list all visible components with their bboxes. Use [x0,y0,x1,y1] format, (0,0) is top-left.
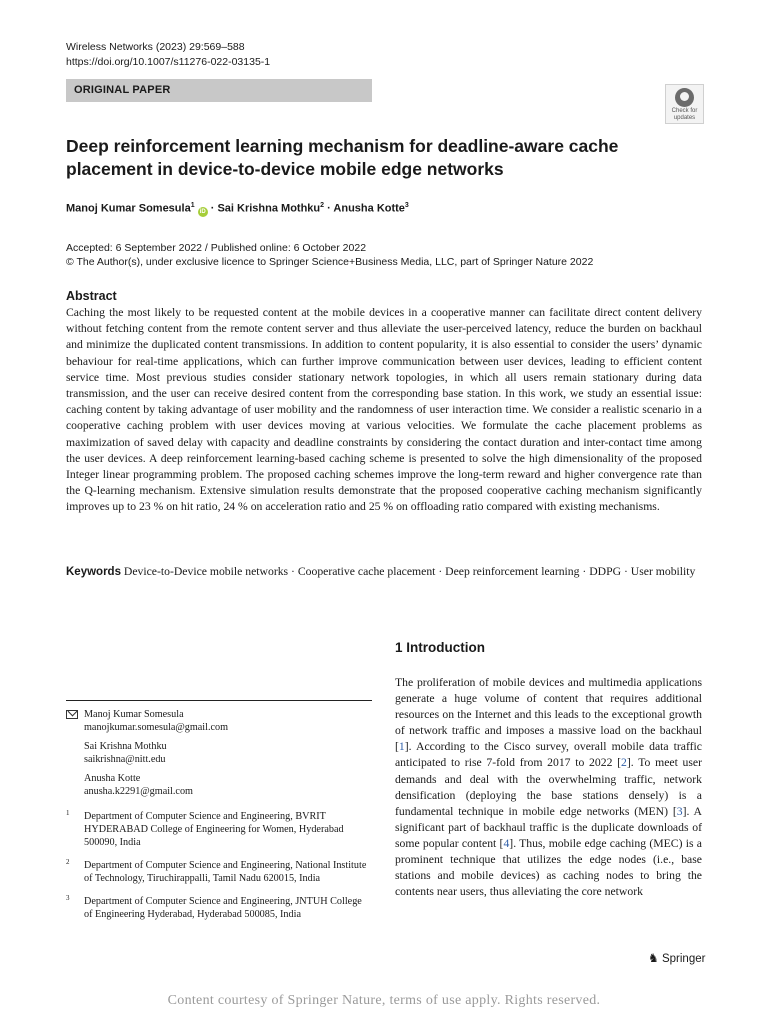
publisher-name: Springer [661,953,706,965]
author-affil-mark: 3 [404,202,409,209]
contact-email[interactable]: anusha.k2291@gmail.com [84,786,193,797]
affiliation-entry [66,859,372,885]
corresponding-contacts [66,708,372,804]
footnote-divider [66,700,372,701]
paper-type-label: ORIGINAL PAPER [74,84,171,96]
keywords-heading: Keywords [66,566,121,578]
author-separator: · [324,202,334,215]
orcid-icon[interactable]: iD [199,208,206,215]
citation-link[interactable]: 4 [503,836,510,850]
affiliation-text: Department of Computer Science and Engineering, JNTUH College of Engineering Hyderabad, Hyderabad 500085, India [84,896,362,920]
citation-link[interactable]: 2 [621,756,627,770]
affiliation-entry [66,895,372,921]
contact-name: Anusha Kotte [84,773,141,784]
author-affil-mark: 2 [320,202,325,209]
affiliation-text: Department of Computer Science and Engineering, National Institute of Technology, Tiruchirappalli, Tamil Nadu 620015, India [84,860,367,884]
contact-email[interactable]: manojkumar.somesula@gmail.com [84,722,229,733]
affiliation-number: 3 [66,894,70,902]
citation-link[interactable]: 1 [398,740,405,754]
springer-horse-icon: ♞ [648,951,659,965]
section-heading-introduction: 1 Introduction [395,640,485,655]
contact-entry [66,708,372,734]
publication-dates [66,241,593,269]
affiliation-text: Department of Computer Science and Engineering, BVRIT HYDERABAD College of Engineering for Women, Hyderabad 500090, India [84,811,344,848]
contact-name: Sai Krishna Mothku [84,741,167,752]
publisher-logo [648,951,705,965]
check-for-updates-button[interactable] [665,84,704,124]
author-list [66,202,409,217]
journal-citation: Wireless Networks (2023) 29:569–588 [66,41,245,53]
citation-link[interactable]: 3 [676,804,683,818]
author-name[interactable]: Manoj Kumar Somesula [66,202,191,215]
doi-link[interactable]: https://doi.org/10.1007/s11276-022-03135-1 [66,56,271,68]
affiliation-number: 1 [66,809,70,817]
keywords-text: Device-to-Device mobile networks · Cooperative cache placement · Deep reinforcement learning · DDPG · User mobility [123,565,696,578]
affiliation-entry [66,810,372,849]
contact-email[interactable]: saikrishna@nitt.edu [84,754,166,765]
author-name[interactable]: Anusha Kotte [333,202,405,215]
contact-entry [66,772,372,798]
abstract-heading: Abstract [66,289,117,303]
paper-title: Deep reinforcement learning mechanism for deadline-aware cache placement in device-to-device mobile edge networks [66,136,619,179]
author-name[interactable]: Sai Krishna Mothku [217,202,321,215]
crossmark-caption: Check for updates [671,108,698,121]
journal-info [66,40,270,70]
contact-name: Manoj Kumar Somesula [84,709,184,720]
copyright-notice: © The Author(s), under exclusive licence to Springer Science+Business Media, LLC, part of Springer Nature 2022 [66,256,594,268]
contact-entry [66,740,372,766]
crossmark-icon [675,88,694,107]
author-affil-mark: 1 [190,202,195,209]
accepted-published-dates: Accepted: 6 September 2022 / Published online: 6 October 2022 [66,242,367,254]
envelope-icon [66,710,78,719]
keywords [66,564,702,580]
footer-notice: Content courtesy of Springer Nature, terms of use apply. Rights reserved. [167,993,601,1008]
affiliations [66,810,372,931]
author-separator: · [207,202,218,215]
abstract-text: Caching the most likely to be requested content at the mobile devices in a cooperative manner can facilitate direct content delivery without fetching content from the remote content server and thus alleviate the user-perceived latency, reduce the burden on backhaul and minimize the duplicated content transmissions. In addition to content popularity, it is also essential to consider the users’ dynamic behaviour for real-time applications, which can further improve communication between user devices, leading to efficient content service time. Most previous studies consider stationary network topologies, in which all users remain stationary during data transmission, and the user can receive desired content from the corresponding base station. In this work, we study an essential issue: caching content by taking advantage of user mobility and the randomness of user interaction time. We consider a realistic scenario in a cooperative caching problem with user devices moving at various velocities. We formulate the cache placement problems as maximization of saved delay with capacity and deadline constraints by considering the contact duration and inter-contact time among the user devices. A deep reinforcement learning-based caching scheme is presented to solve the high dimensionality of the proposed Integer linear programming problem. The proposed caching schemes improve the long-term reward and higher convergence rate than the Q-learning mechanism. Extensive simulation results demonstrate that the proposed cooperative caching mechanism significantly improves up to 23 % on hit ratio, 24 % on acceleration ratio and 25 % on offloading ratio compared with existing mechanisms. [66,306,702,514]
introduction-text: The proliferation of mobile devices and multimedia applications generate a huge volume of content that requires additional resources on the Internet and this leads to the exceptional growth of network traffic and imposes a massive load on the backhaul [1]. According to the Cisco survey, overall mobile data traffic anticipated to rise 7-fold from 2017 to 2022 [2]. To meet user demands and deal with the overwhelming traffic, network densification (deploying the base stations densely) is a fundamental technique in mobile edge networks (MEN) [3]. A significant part of backhaul traffic is the duplicate downloads of some popular content [4]. Thus, mobile edge caching (MEC) is a prominent technique that utilizes the edge nodes (i.e., base stations and mobile devices) as caching nodes to bring the contents near users, thus alleviating the core network [395,676,703,899]
affiliation-number: 2 [66,858,70,866]
